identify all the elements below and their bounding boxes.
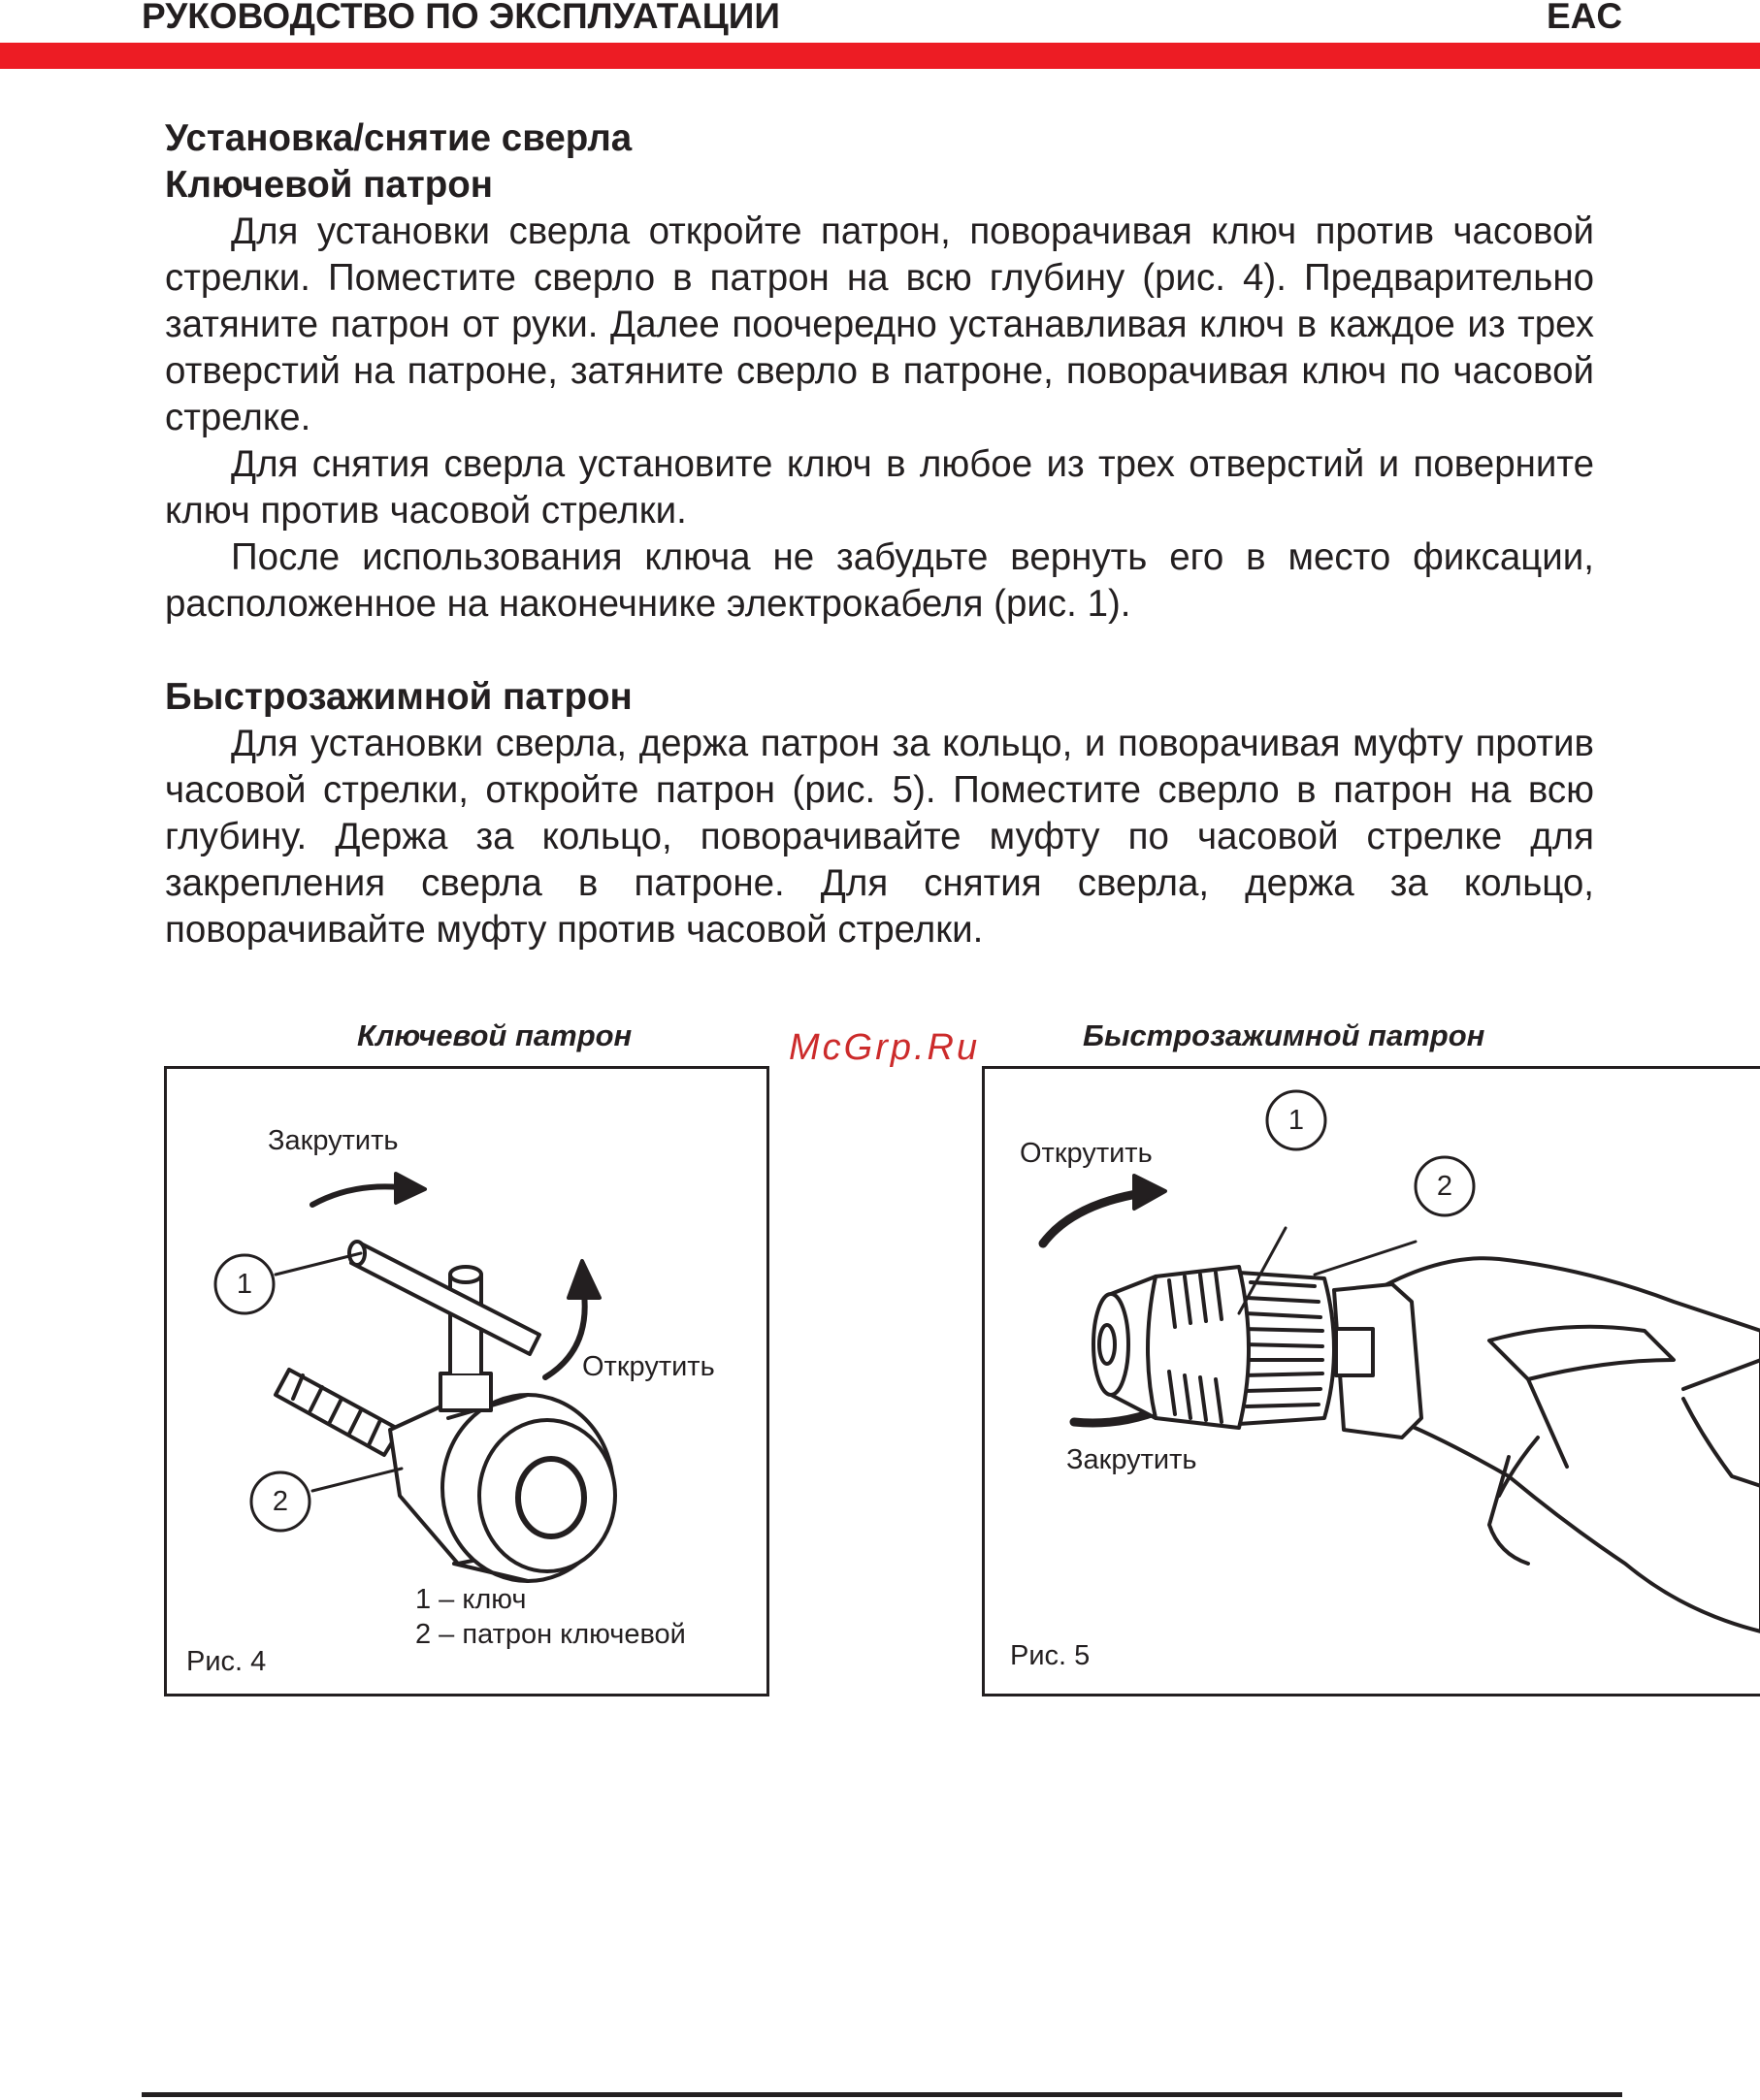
- figure4-caption: Ключевой патрон: [357, 1018, 633, 1052]
- section-heading: Установка/снятие сверла: [165, 117, 633, 159]
- figure5-loosen-label: Открутить: [1020, 1138, 1153, 1169]
- figure5-label: Рис. 5: [1010, 1640, 1091, 1671]
- eac-mark: EAC: [1547, 0, 1623, 36]
- figure4-legend-1: 1 – ключ: [415, 1584, 527, 1615]
- figure5-caption: Быстрозажимной патрон: [1083, 1018, 1485, 1052]
- figure4-callout-2: 2: [272, 1486, 289, 1517]
- keyed-chuck-heading: Ключевой патрон: [165, 164, 493, 206]
- figure4-legend-2: 2 – патрон ключевой: [415, 1619, 686, 1650]
- figure5-callout-1: 1: [1287, 1105, 1305, 1136]
- keyed-paragraph-1: Для установки сверла откройте патрон, поворачивая ключ против часовой стрелки. Поместите сверло в патрон на всю глубину (рис. 4). Предварительно затяните патрон от руки. Далее поочередно устанавливая ключ в каждое из трех отверстий на патроне, затяните сверло в патроне, поворачивая ключ по часовой стрелке.: [165, 210, 1594, 438]
- figure5-callout-2: 2: [1436, 1171, 1453, 1202]
- figure4-tighten-label: Закрутить: [268, 1125, 399, 1156]
- keyed-paragraph-2: Для снятия сверла установите ключ в любое из трех отверстий и поверните ключ против часовой стрелки.: [165, 443, 1594, 532]
- header-title: РУКОВОДСТВО ПО ЭКСПЛУАТАЦИИ: [142, 0, 780, 36]
- figure4-label: Рис. 4: [186, 1646, 267, 1677]
- keyed-paragraph-3: После использования ключа не забудьте вернуть его в место фиксации, расположенное на наконечнике электрокабеля (рис. 1).: [165, 536, 1594, 625]
- main-content: [165, 115, 1594, 953]
- bottom-rule: [142, 2092, 1622, 2097]
- figure5-box: [982, 1066, 1760, 1696]
- figure4-loosen-label: Открутить: [582, 1351, 715, 1382]
- figure4-callout-1: 1: [236, 1269, 253, 1300]
- header-red-bar: [0, 43, 1760, 69]
- paragraph-gap: [165, 628, 1594, 674]
- watermark: McGrp.Ru: [789, 1027, 981, 1068]
- figure5-tighten-label: Закрутить: [1066, 1444, 1197, 1475]
- quick-paragraph: Для установки сверла, держа патрон за кольцо, и поворачивая муфту против часовой стрелки, откройте патрон (рис. 5). Поместите сверло в патрон на всю глубину. Держа за кольцо, поворачивайте муфту по часовой стрелке для закрепления сверла в патроне. Для снятия сверла, держа за кольцо, поворачивайте муфту против часовой стрелки.: [165, 723, 1594, 951]
- quick-chuck-heading: Быстрозажимной патрон: [165, 676, 633, 718]
- figure4-box: [164, 1066, 769, 1696]
